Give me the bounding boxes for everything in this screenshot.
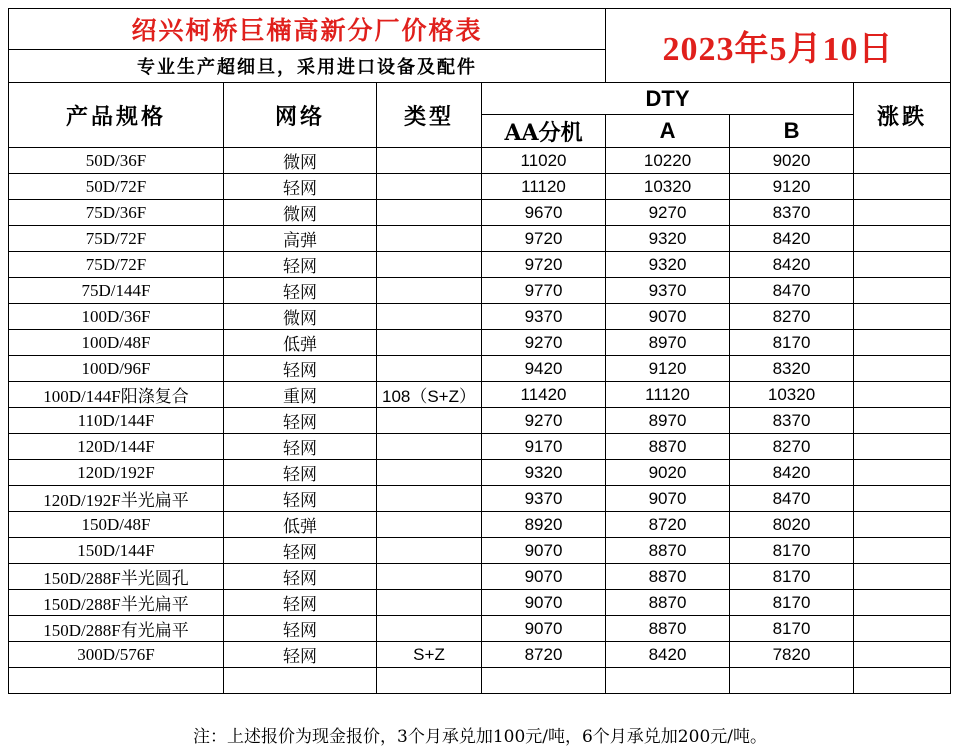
cell-aa: 9320 [482, 460, 606, 486]
cell-aa: 9270 [482, 408, 606, 434]
cell-change [854, 486, 951, 512]
cell-change [854, 434, 951, 460]
spec-code: 100D/48F [81, 332, 151, 352]
cell-aa: 9720 [482, 252, 606, 278]
price-date: 2023年5月10日 [606, 9, 951, 83]
cell-a: 9320 [606, 252, 730, 278]
cell-type [377, 200, 482, 226]
empty-cell [224, 668, 377, 694]
cell-aa: 9170 [482, 434, 606, 460]
table-row [9, 642, 951, 668]
cell-a: 9270 [606, 200, 730, 226]
empty-cell [854, 668, 951, 694]
cell-type [377, 174, 482, 200]
table-row [9, 616, 951, 642]
cell-a: 9070 [606, 304, 730, 330]
table-row [9, 538, 951, 564]
cell-net: 轻网 [224, 408, 377, 434]
footnote: 注：上述报价为现金报价，3个月承兑加100元/吨，6个月承兑加200元/吨。 [193, 727, 767, 747]
table-row [9, 330, 951, 356]
cell-type [377, 304, 482, 330]
cell-b: 8370 [730, 200, 854, 226]
cell-type [377, 538, 482, 564]
spec-code: 100D/144F [43, 387, 121, 406]
spec-code: 150D/288F [43, 569, 121, 588]
cell-spec [9, 226, 224, 252]
cell-spec [9, 512, 224, 538]
cell-b: 8020 [730, 512, 854, 538]
table-row [9, 434, 951, 460]
cell-b: 8270 [730, 304, 854, 330]
empty-cell [730, 668, 854, 694]
cell-aa: 11020 [482, 148, 606, 174]
header-net: 网络 [224, 83, 377, 148]
cell-aa: 9070 [482, 590, 606, 616]
table-row [9, 460, 951, 486]
cell-change [854, 538, 951, 564]
cell-change [854, 278, 951, 304]
cell-aa: 9670 [482, 200, 606, 226]
table-row [9, 278, 951, 304]
cell-type [377, 278, 482, 304]
cell-a: 9120 [606, 356, 730, 382]
spec-code: 110D/144F [77, 410, 155, 430]
cell-b: 7820 [730, 642, 854, 668]
cell-spec [9, 356, 224, 382]
spec-code: 75D/144F [81, 280, 151, 300]
cell-spec [9, 382, 224, 408]
cell-b: 8170 [730, 564, 854, 590]
page-title: 绍兴柯桥巨楠高新分厂价格表 [9, 9, 606, 50]
spec-note: 阳涤复合 [120, 387, 189, 407]
empty-cell [9, 668, 224, 694]
table-row [9, 408, 951, 434]
cell-b: 9120 [730, 174, 854, 200]
cell-type [377, 590, 482, 616]
cell-a: 9020 [606, 460, 730, 486]
cell-aa: 9370 [482, 304, 606, 330]
cell-change [854, 356, 951, 382]
cell-b: 8170 [730, 538, 854, 564]
cell-net: 轻网 [224, 642, 377, 668]
table-row [9, 252, 951, 278]
cell-type [377, 356, 482, 382]
cell-type [377, 564, 482, 590]
spec-code: 50D/36F [85, 150, 147, 170]
cell-spec [9, 434, 224, 460]
cell-b: 8420 [730, 226, 854, 252]
table-row [9, 356, 951, 382]
cell-spec [9, 252, 224, 278]
cell-change [854, 200, 951, 226]
cell-net: 轻网 [224, 486, 377, 512]
cell-spec [9, 278, 224, 304]
table-row [9, 564, 951, 590]
cell-type: S+Z [377, 642, 482, 668]
subtitle: 专业生产超细旦，采用进口设备及配件 [9, 50, 606, 83]
cell-net: 轻网 [224, 252, 377, 278]
spec-code: 150D/288F [43, 621, 121, 640]
cell-type [377, 460, 482, 486]
cell-change [854, 616, 951, 642]
table-row [9, 590, 951, 616]
cell-net: 微网 [224, 200, 377, 226]
cell-b: 8470 [730, 278, 854, 304]
cell-spec [9, 408, 224, 434]
cell-a: 10320 [606, 174, 730, 200]
cell-change [854, 382, 951, 408]
cell-net: 轻网 [224, 460, 377, 486]
header-aa: AA分机 [482, 115, 606, 148]
cell-spec [9, 642, 224, 668]
cell-b: 8170 [730, 590, 854, 616]
cell-aa: 9070 [482, 616, 606, 642]
cell-a: 9370 [606, 278, 730, 304]
spec-code: 100D/36F [81, 306, 151, 326]
table-row [9, 304, 951, 330]
cell-b: 8370 [730, 408, 854, 434]
cell-type [377, 408, 482, 434]
cell-aa: 9420 [482, 356, 606, 382]
cell-b: 8170 [730, 616, 854, 642]
cell-aa: 9070 [482, 538, 606, 564]
spec-note: 半光圆孔 [120, 569, 189, 589]
spec-code: 75D/36F [85, 202, 147, 222]
cell-a: 10220 [606, 148, 730, 174]
cell-type [377, 486, 482, 512]
cell-aa: 9270 [482, 330, 606, 356]
cell-change [854, 330, 951, 356]
table-row [9, 382, 951, 408]
cell-a: 8970 [606, 408, 730, 434]
cell-aa: 9070 [482, 564, 606, 590]
cell-spec [9, 616, 224, 642]
cell-net: 轻网 [224, 538, 377, 564]
spec-code: 50D/72F [85, 176, 147, 196]
cell-a: 8420 [606, 642, 730, 668]
cell-b: 10320 [730, 382, 854, 408]
cell-a: 8870 [606, 564, 730, 590]
cell-type [377, 512, 482, 538]
cell-spec [9, 200, 224, 226]
cell-spec [9, 564, 224, 590]
cell-a: 9320 [606, 226, 730, 252]
cell-type [377, 330, 482, 356]
cell-net: 重网 [224, 382, 377, 408]
cell-spec [9, 538, 224, 564]
header-type: 类型 [377, 83, 482, 148]
cell-aa: 9770 [482, 278, 606, 304]
cell-spec [9, 330, 224, 356]
spec-note: 半光扁平 [120, 595, 189, 615]
cell-b: 8270 [730, 434, 854, 460]
cell-change [854, 226, 951, 252]
spec-code: 300D/576F [77, 644, 155, 664]
header-a: A [606, 115, 730, 148]
cell-a: 8870 [606, 434, 730, 460]
cell-a: 8970 [606, 330, 730, 356]
cell-b: 9020 [730, 148, 854, 174]
spec-note: 半光扁平 [120, 491, 189, 511]
cell-change [854, 252, 951, 278]
table-row [9, 200, 951, 226]
spec-note: 有光扁平 [120, 621, 189, 641]
table-row [9, 226, 951, 252]
cell-net: 微网 [224, 148, 377, 174]
table-row [9, 486, 951, 512]
spec-code: 120D/144F [77, 436, 155, 456]
cell-change [854, 564, 951, 590]
cell-spec [9, 590, 224, 616]
cell-b: 8170 [730, 330, 854, 356]
cell-type [377, 252, 482, 278]
spec-code: 120D/192F [43, 491, 121, 510]
cell-net: 低弹 [224, 512, 377, 538]
cell-b: 8420 [730, 252, 854, 278]
cell-a: 8870 [606, 538, 730, 564]
cell-change [854, 642, 951, 668]
empty-row [9, 668, 951, 694]
cell-change [854, 148, 951, 174]
cell-net: 高弹 [224, 226, 377, 252]
cell-a: 9070 [606, 486, 730, 512]
cell-aa: 11420 [482, 382, 606, 408]
empty-cell [482, 668, 606, 694]
header-b: B [730, 115, 854, 148]
spec-code: 150D/48F [81, 514, 151, 534]
cell-spec [9, 174, 224, 200]
cell-net: 轻网 [224, 616, 377, 642]
cell-type [377, 616, 482, 642]
cell-type [377, 226, 482, 252]
cell-net: 轻网 [224, 590, 377, 616]
cell-change [854, 408, 951, 434]
table-row [9, 148, 951, 174]
spec-code: 150D/288F [43, 595, 121, 614]
empty-cell [377, 668, 482, 694]
cell-change [854, 590, 951, 616]
cell-aa: 9720 [482, 226, 606, 252]
cell-net: 低弹 [224, 330, 377, 356]
cell-b: 8320 [730, 356, 854, 382]
cell-b: 8470 [730, 486, 854, 512]
cell-net: 轻网 [224, 434, 377, 460]
cell-type: 108（S+Z） [377, 382, 482, 408]
cell-net: 微网 [224, 304, 377, 330]
cell-change [854, 304, 951, 330]
cell-net: 轻网 [224, 174, 377, 200]
price-table [8, 8, 951, 694]
table-row [9, 512, 951, 538]
cell-type [377, 434, 482, 460]
spec-code: 75D/72F [85, 254, 147, 274]
cell-a: 8870 [606, 590, 730, 616]
spec-code: 100D/96F [81, 358, 151, 378]
spec-code: 120D/192F [77, 462, 155, 482]
cell-net: 轻网 [224, 278, 377, 304]
spec-code: 75D/72F [85, 228, 147, 248]
cell-aa: 8720 [482, 642, 606, 668]
cell-spec [9, 304, 224, 330]
header-dty: DTY [482, 83, 854, 115]
empty-cell [606, 668, 730, 694]
cell-aa: 11120 [482, 174, 606, 200]
cell-aa: 9370 [482, 486, 606, 512]
cell-aa: 8920 [482, 512, 606, 538]
cell-spec [9, 148, 224, 174]
cell-net: 轻网 [224, 356, 377, 382]
header-change: 涨跌 [854, 83, 951, 148]
spec-code: 150D/144F [77, 540, 155, 560]
cell-spec [9, 460, 224, 486]
cell-a: 8870 [606, 616, 730, 642]
cell-spec [9, 486, 224, 512]
header-spec: 产品规格 [9, 83, 224, 148]
cell-a: 8720 [606, 512, 730, 538]
cell-a: 11120 [606, 382, 730, 408]
cell-change [854, 512, 951, 538]
cell-change [854, 460, 951, 486]
cell-change [854, 174, 951, 200]
table-row [9, 174, 951, 200]
cell-type [377, 148, 482, 174]
cell-net: 轻网 [224, 564, 377, 590]
cell-b: 8420 [730, 460, 854, 486]
